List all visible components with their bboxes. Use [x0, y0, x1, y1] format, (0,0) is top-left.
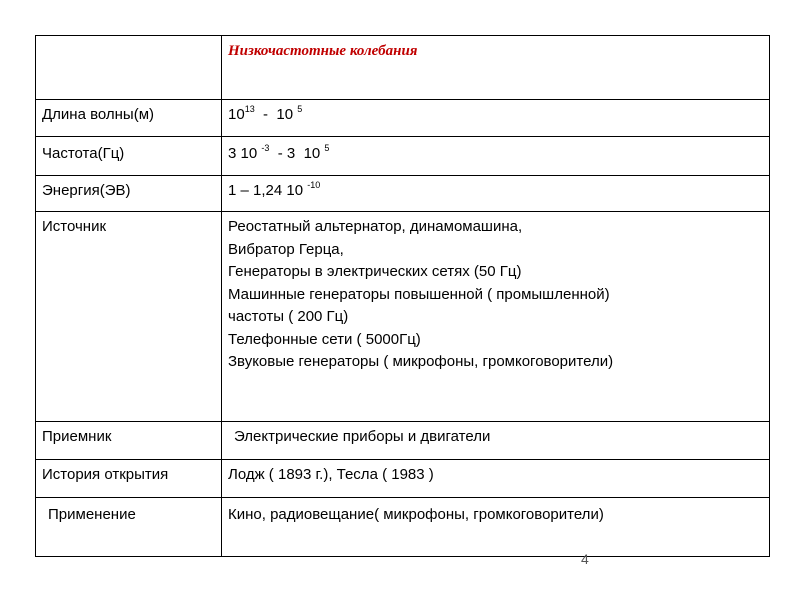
application-value: Кино, радиовещание( микрофоны, громкоговорители) — [222, 498, 770, 557]
source-item: Генераторы в электрических сетях (50 Гц) — [228, 263, 522, 280]
wavelength-value: $10^{13} - 10$ $^5$ — [222, 100, 770, 137]
column-title: Низкочастотные колебания — [228, 43, 418, 59]
row-label: История открытия — [36, 460, 222, 498]
frequency-value: 3 10 $^{-3}$ - 3 10 $^5$ — [222, 137, 770, 176]
source-item: Звуковые генераторы ( микрофоны, громкоговорители) — [228, 353, 614, 370]
table-row-receiver — [36, 422, 770, 460]
row-label: Приемник — [36, 422, 222, 460]
row-label: Длина волны(м) — [36, 100, 222, 137]
table-row-frequency — [36, 137, 770, 176]
source-item: Телефонные сети ( 5000Гц) — [228, 330, 421, 348]
table-row-wavelength — [36, 100, 770, 137]
source-item: Машинные генераторы повышенной ( промышленной) — [228, 285, 610, 303]
row-label: Источник — [36, 212, 222, 422]
source-list — [222, 212, 770, 422]
table-header-row — [36, 36, 770, 100]
header-cell — [222, 36, 770, 100]
row-label: Применение — [36, 498, 222, 557]
page-number: 4 — [581, 551, 589, 567]
row-label: Энергия(ЭВ) — [36, 176, 222, 212]
properties-table — [35, 35, 770, 557]
receiver-value: Электрические приборы и двигатели — [222, 422, 770, 460]
source-item: Вибратор Герца, — [228, 240, 344, 258]
empty-header-cell — [36, 36, 222, 100]
row-label: Частота(Гц) — [36, 137, 222, 176]
table-row-application — [36, 498, 770, 557]
table-row-source — [36, 212, 770, 422]
table-row-energy — [36, 176, 770, 212]
source-item: Реостатный альтернатор, динамомашина, — [228, 218, 523, 235]
energy-value: 1 – 1,24 10 $^{-10}$ — [222, 176, 770, 212]
table-row-history — [36, 460, 770, 498]
history-value: Лодж ( 1893 г.), Тесла ( 1983 ) — [222, 460, 770, 498]
source-item: частоты ( 200 Гц) — [228, 308, 349, 325]
